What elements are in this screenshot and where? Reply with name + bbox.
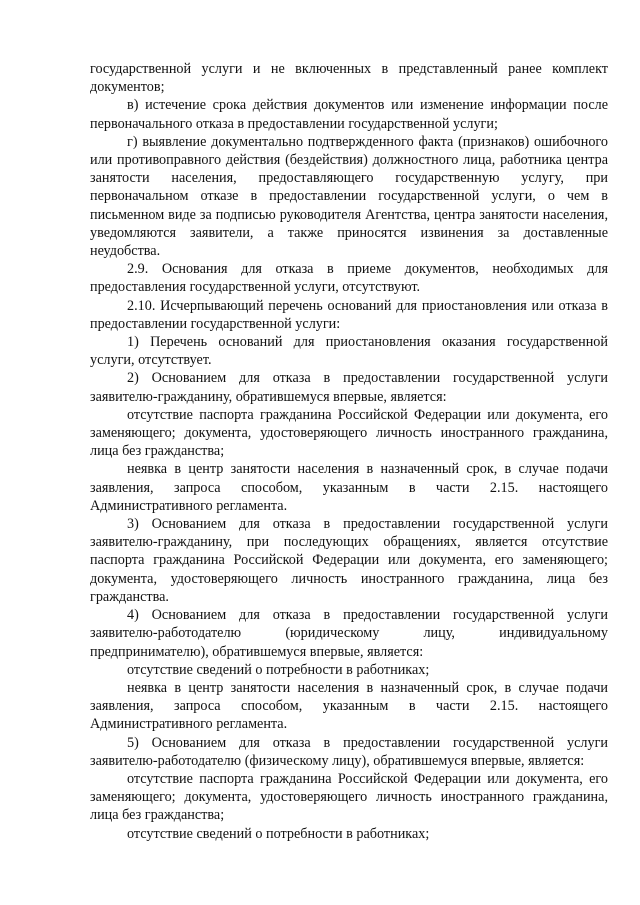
paragraph-item-5: 5) Основанием для отказа в предоставлении государственной услуги заявителю-работодателю (физическому лицу), обратившемуся впервые, является: xyxy=(90,734,608,769)
paragraph-item-3: 3) Основанием для отказа в предоставлении государственной услуги заявителю-гражданину, при последующих обращениях, является отсутствие паспорта гражданина Российской Федерации или документа, его заменяющего; документа, удостоверяющего личность иностранного гражданина, лица без гражданства. xyxy=(90,516,608,605)
paragraph-item-g: г) выявление документально подтвержденного факта (признаков) ошибочного или противоправного действия (бездействия) должностного лица, работника центра занятости населения, предоставляющего государственную услугу, при первоначальном отказе в предоставлении государственной услуги, о чем в письменном виде за подписью руководителя Агентства, центра занятости населения, уведомляются заявители, а также приносятся извинения за доставленные неудобства. xyxy=(90,133,608,260)
document-page xyxy=(90,60,608,843)
paragraph-item-2-passport: отсутствие паспорта гражданина Российской Федерации или документа, его заменяющего; документа, удостоверяющего личность иностранного гражданина, лица без гражданства; xyxy=(90,406,608,460)
paragraph-item-4: 4) Основанием для отказа в предоставлении государственной услуги заявителю-работодателю (юридическому лицу, индивидуальному предпринимателю), обратившемуся впервые, является: xyxy=(90,607,608,660)
paragraph-continuation: государственной услуги и не включенных в представленный ранее комплект документов; xyxy=(90,61,608,96)
paragraph-item-4-no-info: отсутствие сведений о потребности в работниках; xyxy=(127,661,430,678)
paragraph-item-1: 1) Перечень оснований для приостановления оказания государственной услуги, отсутствует. xyxy=(90,334,608,369)
paragraph-item-5-passport: отсутствие паспорта гражданина Российской Федерации или документа, его заменяющего; документа, удостоверяющего личность иностранного гражданина, лица без гражданства; xyxy=(90,770,608,824)
paragraph-item-4-no-show: неявка в центр занятости населения в назначенный срок, в случае подачи заявления, запроса способом, указанным в части 2.15. настоящего Административного регламента. xyxy=(90,679,608,733)
paragraph-section-2-9: 2.9. Основания для отказа в приеме документов, необходимых для предоставления государственной услуги, отсутствуют. xyxy=(90,261,608,296)
paragraph-item-2: 2) Основанием для отказа в предоставлении государственной услуги заявителю-гражданину, обратившемуся впервые, является: xyxy=(90,370,608,405)
paragraph-item-5-no-info: отсутствие сведений о потребности в работниках; xyxy=(127,825,430,842)
paragraph-section-2-10: 2.10. Исчерпывающий перечень оснований для приостановления или отказа в предоставлении государственной услуги: xyxy=(90,297,608,332)
paragraph-item-2-no-show: неявка в центр занятости населения в назначенный срок, в случае подачи заявления, запроса способом, указанным в части 2.15. настоящего Административного регламента. xyxy=(90,461,608,514)
paragraph-item-v: в) истечение срока действия документов или изменение информации после первоначального отказа в предоставлении государственной услуги; xyxy=(90,97,608,132)
